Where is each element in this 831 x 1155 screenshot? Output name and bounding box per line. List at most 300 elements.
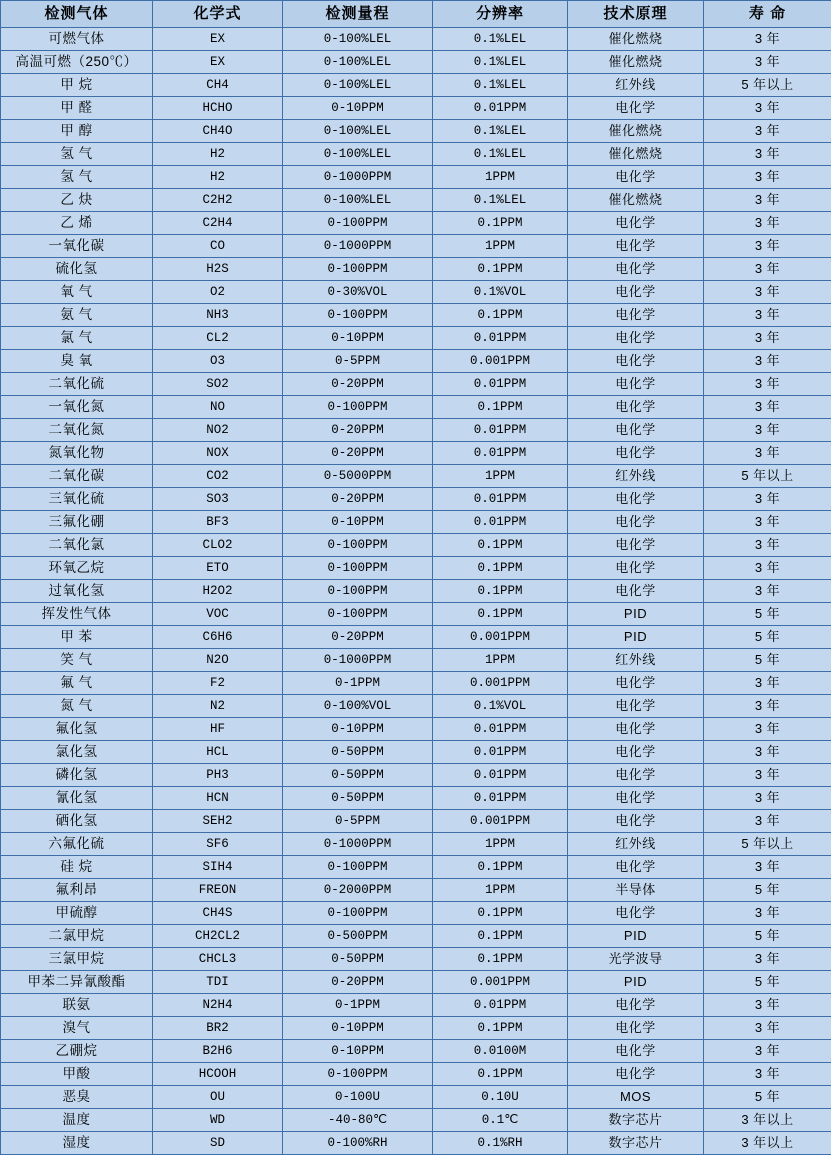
cell-lifetime: 5 年以上 xyxy=(704,833,831,856)
table-row xyxy=(1,235,831,258)
cell-resolution: 0.01PPM xyxy=(433,373,568,396)
cell-gas: 二氧化氮 xyxy=(1,419,153,442)
table-row xyxy=(1,534,831,557)
table-row xyxy=(1,511,831,534)
cell-principle: 红外线 xyxy=(568,833,704,856)
cell-principle: 电化学 xyxy=(568,695,704,718)
cell-lifetime: 3 年 xyxy=(704,948,831,971)
cell-range: 0-100PPM xyxy=(283,603,433,626)
cell-principle: PID xyxy=(568,603,704,626)
cell-principle: PID xyxy=(568,971,704,994)
table-row xyxy=(1,810,831,833)
cell-range: 0-20PPM xyxy=(283,373,433,396)
cell-gas: 氢 气 xyxy=(1,166,153,189)
table-row xyxy=(1,120,831,143)
cell-resolution: 0.01PPM xyxy=(433,511,568,534)
cell-lifetime: 3 年 xyxy=(704,1017,831,1040)
cell-gas: 氯化氢 xyxy=(1,741,153,764)
cell-range: 0-50PPM xyxy=(283,741,433,764)
cell-range: 0-100PPM xyxy=(283,212,433,235)
cell-resolution: 0.01PPM xyxy=(433,488,568,511)
cell-range: 0-100%RH xyxy=(283,1132,433,1155)
cell-principle: 电化学 xyxy=(568,281,704,304)
table-row xyxy=(1,189,831,212)
cell-principle: 电化学 xyxy=(568,396,704,419)
cell-lifetime: 3 年 xyxy=(704,718,831,741)
cell-formula: CHCL3 xyxy=(153,948,283,971)
table-row xyxy=(1,442,831,465)
cell-principle: 电化学 xyxy=(568,764,704,787)
cell-lifetime: 3 年 xyxy=(704,97,831,120)
cell-range: 0-100PPM xyxy=(283,1063,433,1086)
cell-formula: SO2 xyxy=(153,373,283,396)
cell-principle: 电化学 xyxy=(568,327,704,350)
table-row xyxy=(1,741,831,764)
cell-gas: 氰化氢 xyxy=(1,787,153,810)
cell-lifetime: 3 年 xyxy=(704,810,831,833)
cell-lifetime: 3 年 xyxy=(704,304,831,327)
cell-resolution: 0.01PPM xyxy=(433,787,568,810)
column-header-formula: 化学式 xyxy=(153,1,283,28)
cell-gas: 臭 氧 xyxy=(1,350,153,373)
cell-principle: 电化学 xyxy=(568,1063,704,1086)
cell-principle: 光学波导 xyxy=(568,948,704,971)
cell-resolution: 0.1%LEL xyxy=(433,143,568,166)
cell-formula: NO xyxy=(153,396,283,419)
cell-resolution: 0.01PPM xyxy=(433,97,568,120)
cell-range: 0-50PPM xyxy=(283,764,433,787)
cell-resolution: 1PPM xyxy=(433,465,568,488)
cell-formula: N2O xyxy=(153,649,283,672)
cell-range: 0-50PPM xyxy=(283,787,433,810)
cell-lifetime: 3 年 xyxy=(704,235,831,258)
cell-range: 0-100PPM xyxy=(283,396,433,419)
cell-principle: 电化学 xyxy=(568,488,704,511)
cell-gas: 一氧化碳 xyxy=(1,235,153,258)
cell-formula: CH4O xyxy=(153,120,283,143)
cell-lifetime: 3 年 xyxy=(704,695,831,718)
cell-gas: 三氟化硼 xyxy=(1,511,153,534)
table-row xyxy=(1,971,831,994)
cell-range: 0-5000PPM xyxy=(283,465,433,488)
table-row xyxy=(1,1109,831,1132)
cell-principle: 电化学 xyxy=(568,741,704,764)
table-row xyxy=(1,166,831,189)
table-row xyxy=(1,419,831,442)
cell-gas: 氟 气 xyxy=(1,672,153,695)
cell-formula: SD xyxy=(153,1132,283,1155)
cell-resolution: 0.1℃ xyxy=(433,1109,568,1132)
cell-range: 0-100PPM xyxy=(283,304,433,327)
cell-lifetime: 3 年 xyxy=(704,580,831,603)
cell-formula: CH4S xyxy=(153,902,283,925)
table-row xyxy=(1,74,831,97)
cell-resolution: 0.1PPM xyxy=(433,856,568,879)
cell-gas: 甲苯二异氰酸酯 xyxy=(1,971,153,994)
cell-resolution: 0.1%RH xyxy=(433,1132,568,1155)
cell-principle: 数字芯片 xyxy=(568,1132,704,1155)
cell-principle: 电化学 xyxy=(568,419,704,442)
cell-formula: OU xyxy=(153,1086,283,1109)
cell-gas: 三氧化硫 xyxy=(1,488,153,511)
cell-gas: 温度 xyxy=(1,1109,153,1132)
cell-principle: 红外线 xyxy=(568,649,704,672)
cell-formula: O3 xyxy=(153,350,283,373)
cell-gas: 氢 气 xyxy=(1,143,153,166)
cell-formula: C2H4 xyxy=(153,212,283,235)
cell-resolution: 1PPM xyxy=(433,833,568,856)
cell-formula: CH4 xyxy=(153,74,283,97)
table-row xyxy=(1,28,831,51)
cell-lifetime: 3 年以上 xyxy=(704,1109,831,1132)
cell-lifetime: 3 年以上 xyxy=(704,1132,831,1155)
cell-resolution: 0.1PPM xyxy=(433,557,568,580)
table-row xyxy=(1,856,831,879)
cell-range: -40-80℃ xyxy=(283,1109,433,1132)
cell-principle: 电化学 xyxy=(568,902,704,925)
cell-principle: 电化学 xyxy=(568,373,704,396)
cell-gas: 三氯甲烷 xyxy=(1,948,153,971)
cell-formula: HF xyxy=(153,718,283,741)
cell-principle: 电化学 xyxy=(568,304,704,327)
cell-lifetime: 3 年 xyxy=(704,994,831,1017)
cell-resolution: 1PPM xyxy=(433,166,568,189)
cell-gas: 二氯甲烷 xyxy=(1,925,153,948)
table-row xyxy=(1,718,831,741)
cell-formula: O2 xyxy=(153,281,283,304)
cell-formula: ETO xyxy=(153,557,283,580)
table-row xyxy=(1,994,831,1017)
cell-principle: 电化学 xyxy=(568,534,704,557)
table-row xyxy=(1,304,831,327)
table-row xyxy=(1,764,831,787)
cell-gas: 挥发性气体 xyxy=(1,603,153,626)
cell-range: 0-100%LEL xyxy=(283,120,433,143)
cell-formula: N2H4 xyxy=(153,994,283,1017)
cell-formula: H2O2 xyxy=(153,580,283,603)
cell-gas: 乙硼烷 xyxy=(1,1040,153,1063)
cell-gas: 甲 苯 xyxy=(1,626,153,649)
cell-principle: 电化学 xyxy=(568,856,704,879)
cell-gas: 甲 烷 xyxy=(1,74,153,97)
cell-principle: 电化学 xyxy=(568,580,704,603)
cell-range: 0-5PPM xyxy=(283,810,433,833)
cell-formula: NOX xyxy=(153,442,283,465)
cell-resolution: 0.01PPM xyxy=(433,741,568,764)
cell-lifetime: 3 年 xyxy=(704,419,831,442)
cell-gas: 二氧化氯 xyxy=(1,534,153,557)
table-row xyxy=(1,396,831,419)
cell-formula: NH3 xyxy=(153,304,283,327)
cell-lifetime: 3 年 xyxy=(704,1040,831,1063)
cell-range: 0-100PPM xyxy=(283,534,433,557)
cell-formula: B2H6 xyxy=(153,1040,283,1063)
cell-lifetime: 3 年 xyxy=(704,902,831,925)
cell-lifetime: 5 年 xyxy=(704,971,831,994)
cell-gas: 环氧乙烷 xyxy=(1,557,153,580)
cell-formula: H2S xyxy=(153,258,283,281)
cell-formula: EX xyxy=(153,28,283,51)
cell-gas: 硅 烷 xyxy=(1,856,153,879)
cell-range: 0-10PPM xyxy=(283,1040,433,1063)
cell-range: 0-100%VOL xyxy=(283,695,433,718)
table-body xyxy=(1,28,831,1155)
cell-formula: HCOOH xyxy=(153,1063,283,1086)
cell-resolution: 0.1PPM xyxy=(433,212,568,235)
cell-formula: C6H6 xyxy=(153,626,283,649)
cell-formula: CL2 xyxy=(153,327,283,350)
cell-principle: 电化学 xyxy=(568,810,704,833)
cell-resolution: 0.1PPM xyxy=(433,902,568,925)
cell-gas: 乙 烯 xyxy=(1,212,153,235)
table-row xyxy=(1,649,831,672)
cell-formula: BF3 xyxy=(153,511,283,534)
cell-range: 0-50PPM xyxy=(283,948,433,971)
cell-resolution: 0.1%VOL xyxy=(433,281,568,304)
cell-principle: 电化学 xyxy=(568,672,704,695)
cell-resolution: 0.1PPM xyxy=(433,925,568,948)
cell-range: 0-20PPM xyxy=(283,442,433,465)
cell-principle: 电化学 xyxy=(568,350,704,373)
cell-gas: 可燃气体 xyxy=(1,28,153,51)
table-row xyxy=(1,258,831,281)
cell-gas: 氨 气 xyxy=(1,304,153,327)
table-row xyxy=(1,51,831,74)
cell-range: 0-100PPM xyxy=(283,557,433,580)
table-row xyxy=(1,143,831,166)
table-row xyxy=(1,603,831,626)
cell-gas: 甲酸 xyxy=(1,1063,153,1086)
cell-formula: H2 xyxy=(153,143,283,166)
cell-lifetime: 3 年 xyxy=(704,28,831,51)
cell-range: 0-1000PPM xyxy=(283,235,433,258)
cell-formula: C2H2 xyxy=(153,189,283,212)
cell-gas: 氧 气 xyxy=(1,281,153,304)
cell-resolution: 0.1%LEL xyxy=(433,120,568,143)
cell-lifetime: 5 年 xyxy=(704,626,831,649)
cell-resolution: 1PPM xyxy=(433,235,568,258)
cell-formula: CH2CL2 xyxy=(153,925,283,948)
cell-range: 0-100%LEL xyxy=(283,74,433,97)
cell-formula: PH3 xyxy=(153,764,283,787)
cell-formula: BR2 xyxy=(153,1017,283,1040)
cell-principle: 电化学 xyxy=(568,258,704,281)
cell-gas: 高温可燃（250℃） xyxy=(1,51,153,74)
cell-resolution: 0.01PPM xyxy=(433,994,568,1017)
cell-range: 0-1000PPM xyxy=(283,833,433,856)
table-row xyxy=(1,281,831,304)
cell-formula: VOC xyxy=(153,603,283,626)
cell-lifetime: 3 年 xyxy=(704,373,831,396)
column-header-lifetime: 寿 命 xyxy=(704,1,831,28)
table-row xyxy=(1,1040,831,1063)
cell-lifetime: 3 年 xyxy=(704,189,831,212)
cell-formula: NO2 xyxy=(153,419,283,442)
cell-principle: PID xyxy=(568,626,704,649)
table-row xyxy=(1,902,831,925)
cell-range: 0-100U xyxy=(283,1086,433,1109)
cell-formula: FREON xyxy=(153,879,283,902)
cell-range: 0-1PPM xyxy=(283,994,433,1017)
cell-principle: 电化学 xyxy=(568,1040,704,1063)
cell-principle: 电化学 xyxy=(568,212,704,235)
cell-principle: 催化燃烧 xyxy=(568,28,704,51)
cell-principle: 红外线 xyxy=(568,74,704,97)
cell-range: 0-10PPM xyxy=(283,511,433,534)
cell-resolution: 0.10U xyxy=(433,1086,568,1109)
cell-resolution: 0.1PPM xyxy=(433,534,568,557)
cell-gas: 溴气 xyxy=(1,1017,153,1040)
cell-lifetime: 5 年以上 xyxy=(704,74,831,97)
cell-lifetime: 5 年以上 xyxy=(704,465,831,488)
cell-resolution: 0.1%VOL xyxy=(433,695,568,718)
table-row xyxy=(1,925,831,948)
cell-range: 0-100%LEL xyxy=(283,28,433,51)
cell-resolution: 0.001PPM xyxy=(433,672,568,695)
cell-resolution: 0.1PPM xyxy=(433,258,568,281)
cell-formula: TDI xyxy=(153,971,283,994)
cell-principle: 电化学 xyxy=(568,442,704,465)
cell-gas: 二氧化硫 xyxy=(1,373,153,396)
cell-lifetime: 3 年 xyxy=(704,442,831,465)
cell-resolution: 0.001PPM xyxy=(433,810,568,833)
cell-resolution: 0.1%LEL xyxy=(433,28,568,51)
table-row xyxy=(1,626,831,649)
cell-gas: 氟化氢 xyxy=(1,718,153,741)
cell-range: 0-100PPM xyxy=(283,258,433,281)
column-header-resolution: 分辨率 xyxy=(433,1,568,28)
table-header xyxy=(1,1,831,28)
cell-lifetime: 3 年 xyxy=(704,787,831,810)
cell-gas: 甲 醛 xyxy=(1,97,153,120)
cell-resolution: 0.1PPM xyxy=(433,948,568,971)
cell-range: 0-2000PPM xyxy=(283,879,433,902)
cell-principle: 电化学 xyxy=(568,994,704,1017)
cell-lifetime: 3 年 xyxy=(704,281,831,304)
cell-gas: 氯 气 xyxy=(1,327,153,350)
cell-range: 0-10PPM xyxy=(283,327,433,350)
cell-lifetime: 5 年 xyxy=(704,1086,831,1109)
cell-lifetime: 3 年 xyxy=(704,327,831,350)
cell-principle: 数字芯片 xyxy=(568,1109,704,1132)
table-row xyxy=(1,833,831,856)
table-row xyxy=(1,557,831,580)
cell-gas: 氮氧化物 xyxy=(1,442,153,465)
cell-formula: SO3 xyxy=(153,488,283,511)
table-header-row xyxy=(1,1,831,28)
cell-formula: CLO2 xyxy=(153,534,283,557)
cell-range: 0-10PPM xyxy=(283,718,433,741)
cell-principle: 半导体 xyxy=(568,879,704,902)
cell-principle: 催化燃烧 xyxy=(568,143,704,166)
cell-lifetime: 3 年 xyxy=(704,51,831,74)
cell-formula: CO2 xyxy=(153,465,283,488)
cell-lifetime: 3 年 xyxy=(704,856,831,879)
cell-gas: 过氧化氢 xyxy=(1,580,153,603)
cell-principle: 催化燃烧 xyxy=(568,51,704,74)
cell-resolution: 0.1%LEL xyxy=(433,51,568,74)
cell-resolution: 0.001PPM xyxy=(433,971,568,994)
table-row xyxy=(1,580,831,603)
cell-gas: 甲硫醇 xyxy=(1,902,153,925)
cell-formula: EX xyxy=(153,51,283,74)
cell-lifetime: 5 年 xyxy=(704,649,831,672)
table-row xyxy=(1,488,831,511)
cell-range: 0-100PPM xyxy=(283,580,433,603)
cell-lifetime: 3 年 xyxy=(704,534,831,557)
cell-formula: F2 xyxy=(153,672,283,695)
cell-resolution: 0.1%LEL xyxy=(433,74,568,97)
cell-principle: 催化燃烧 xyxy=(568,120,704,143)
cell-resolution: 0.01PPM xyxy=(433,718,568,741)
cell-gas: 恶臭 xyxy=(1,1086,153,1109)
cell-principle: 电化学 xyxy=(568,166,704,189)
cell-gas: 硒化氢 xyxy=(1,810,153,833)
cell-lifetime: 3 年 xyxy=(704,258,831,281)
cell-gas: 联氨 xyxy=(1,994,153,1017)
cell-lifetime: 3 年 xyxy=(704,212,831,235)
table-row xyxy=(1,1017,831,1040)
cell-principle: MOS xyxy=(568,1086,704,1109)
table-row xyxy=(1,948,831,971)
cell-range: 0-30%VOL xyxy=(283,281,433,304)
cell-resolution: 0.01PPM xyxy=(433,419,568,442)
cell-principle: 电化学 xyxy=(568,235,704,258)
cell-resolution: 0.1PPM xyxy=(433,1017,568,1040)
cell-lifetime: 3 年 xyxy=(704,741,831,764)
cell-gas: 笑 气 xyxy=(1,649,153,672)
cell-principle: 电化学 xyxy=(568,718,704,741)
cell-resolution: 0.1PPM xyxy=(433,1063,568,1086)
cell-principle: 电化学 xyxy=(568,787,704,810)
cell-gas: 一氧化氮 xyxy=(1,396,153,419)
cell-formula: N2 xyxy=(153,695,283,718)
table-row xyxy=(1,1086,831,1109)
cell-range: 0-100PPM xyxy=(283,856,433,879)
cell-gas: 氮 气 xyxy=(1,695,153,718)
cell-lifetime: 3 年 xyxy=(704,764,831,787)
table-row xyxy=(1,672,831,695)
table-row xyxy=(1,373,831,396)
cell-formula: SEH2 xyxy=(153,810,283,833)
cell-gas: 氟利昂 xyxy=(1,879,153,902)
cell-resolution: 0.01PPM xyxy=(433,764,568,787)
table-row xyxy=(1,97,831,120)
cell-formula: SF6 xyxy=(153,833,283,856)
table-row xyxy=(1,212,831,235)
cell-lifetime: 3 年 xyxy=(704,511,831,534)
table-row xyxy=(1,1063,831,1086)
cell-gas: 六氟化硫 xyxy=(1,833,153,856)
cell-lifetime: 3 年 xyxy=(704,488,831,511)
cell-resolution: 0.1PPM xyxy=(433,580,568,603)
cell-lifetime: 5 年 xyxy=(704,603,831,626)
cell-range: 0-1PPM xyxy=(283,672,433,695)
cell-lifetime: 3 年 xyxy=(704,396,831,419)
cell-resolution: 0.1PPM xyxy=(433,304,568,327)
cell-range: 0-100PPM xyxy=(283,902,433,925)
table-row xyxy=(1,327,831,350)
cell-formula: CO xyxy=(153,235,283,258)
cell-range: 0-100%LEL xyxy=(283,189,433,212)
cell-formula: WD xyxy=(153,1109,283,1132)
table-row xyxy=(1,465,831,488)
cell-gas: 乙 炔 xyxy=(1,189,153,212)
cell-range: 0-20PPM xyxy=(283,488,433,511)
cell-resolution: 0.1PPM xyxy=(433,603,568,626)
table-row xyxy=(1,350,831,373)
cell-lifetime: 3 年 xyxy=(704,350,831,373)
